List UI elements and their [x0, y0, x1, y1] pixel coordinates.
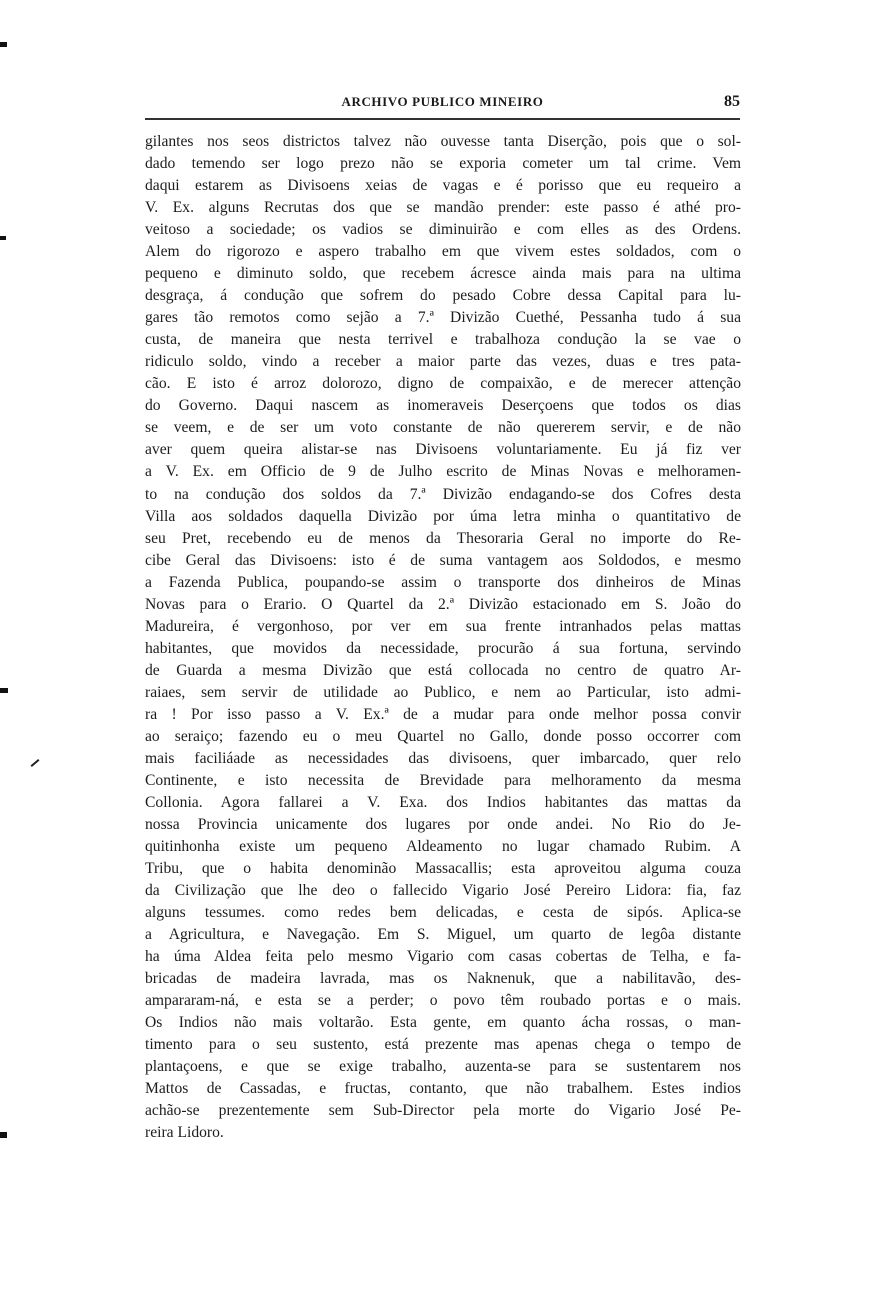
text-line: mais faciliáade as necessidades das divisoens, quer imbarcado, quer relo [145, 749, 741, 767]
margin-mark [0, 1132, 7, 1138]
running-title: ARCHIVO PUBLICO MINEIRO [341, 94, 544, 109]
text-line: Tribu, que o habita denominão Massacallis; esta aproveitou alguma couza [145, 860, 741, 878]
text-line: Alem do rigorozo e aspero trabalho em que vivem estes soldados, com o [145, 243, 741, 261]
text-line: habitantes, que movidos da necessidade, procurão á sua fortuna, servindo [145, 639, 741, 657]
text-line: Continente, e isto necessita de Brevidade para melhoramento da mesma [145, 771, 741, 789]
text-line: daqui estarem as Divisoens xeias de vagas e é porisso que eu requeiro a [145, 177, 741, 195]
body-text [145, 131, 741, 1211]
text-line: Collonia. Agora fallarei a V. Exa. dos Indios habitantes das mattas da [145, 793, 741, 811]
text-line: dado temendo ser logo prezo não se exporia cometer um tal crime. Vem [145, 155, 741, 173]
text-line: Mattos de Cassadas, e fructas, contanto, que não trabalhem. Estes indios [145, 1080, 741, 1098]
text-line: ridiculo soldo, vindo a receber a maior parte das vezes, duas e tres pata- [145, 353, 741, 371]
text-line: nossa Provincia unicamente dos lugares por onde andei. No Rio do Je- [145, 815, 741, 833]
text-line: Villa aos soldados daquella Divizão por úma letra minha o quantitativo de [145, 507, 741, 525]
text-line: quitinhonha existe um pequeno Aldeamento no lugar chamado Rubim. A [145, 838, 741, 855]
text-line: V. Ex. alguns Recrutas dos que se mandão prender: este passo é athé pro- [145, 199, 741, 217]
text-line: da Civilização que lhe deo o fallecido Vigario José Pereiro Lidora: fia, faz [145, 882, 741, 900]
text-line: aver quem queira alistar-se nas Divisoens voluntariamente. Eu já fiz ver [145, 441, 741, 459]
text-line: Os Indios não mais voltarão. Esta gente, em quanto ácha rossas, o man- [145, 1014, 741, 1032]
text-line: to na condução dos soldos da 7.ª Divizão endagando-se dos Cofres desta [145, 485, 741, 503]
text-line: raiaes, sem servir de utilidade ao Publico, e nem ao Particular, isto admi- [145, 683, 741, 701]
header-rule [145, 118, 740, 120]
text-line: Madureira, é vergonhoso, por ver em sua frente intranhados pelas mattas [145, 617, 741, 635]
text-line: bricadas de madeira lavrada, mas os Naknenuk, que a nabilitavão, des- [145, 970, 741, 988]
text-line: cibe Geral das Divisoens: isto é de suma vantagem aos Soldodos, e mesmo [145, 551, 741, 569]
text-line: a Agricultura, e Navegação. Em S. Miguel, um quarto de legôa distante [145, 926, 741, 944]
text-line: ra ! Por isso passo a V. Ex.ª de a mudar para onde melhor possa convir [145, 705, 741, 723]
text-line: desgraça, á condução que sofrem do pesado Cobre dessa Capital para lu- [145, 287, 741, 305]
margin-mark [0, 688, 8, 693]
margin-mark [0, 236, 6, 240]
text-line: plantaçoens, e que se exige trabalho, auzenta-se para se sustentarem nos [145, 1058, 741, 1076]
text-line: a V. Ex. em Officio de 9 de Julho escrito de Minas Novas e melhoramen- [145, 463, 741, 481]
text-line: de Guarda a mesma Divizão que está collocada no centro de quatro Ar- [145, 661, 741, 679]
text-line: Novas para o Erario. O Quartel da 2.ª Divizão estacionado em S. João do [145, 595, 741, 613]
text-line: alguns tessumes. como redes bem delicadas, e cesta de sipós. Aplica-se [145, 904, 741, 922]
text-line: seu Pret, recebendo eu de menos da Thesoraria Geral no importe do Re- [145, 529, 741, 547]
text-line: gares tão remotos como sejão a 7.ª Divizão Cuethé, Pessanha tudo á sua [145, 309, 741, 327]
margin-tick [31, 759, 40, 767]
text-line: reira Lidoro. [145, 1124, 224, 1142]
text-line: se veem, e de ser um voto constante de não quererem servir, e de não [145, 419, 741, 437]
text-line: ao seraiço; fazendo eu o meu Quartel no Gallo, donde posso occorrer com [145, 727, 741, 745]
text-line: ha úma Aldea feita pelo mesmo Vigario com casas cobertas de Telha, e fa- [145, 948, 741, 966]
text-line: custa, de maneira que nesta terrivel e trabalhoza condução la se vae o [145, 331, 741, 349]
page-number: 85 [724, 93, 740, 110]
text-line: cão. E isto é arroz dolorozo, digno de compaixão, e de merecer attenção [145, 375, 741, 393]
margin-mark [0, 42, 7, 47]
text-line: achão-se prezentemente sem Sub-Director pela morte do Vigario José Pe- [145, 1102, 741, 1120]
text-line: gilantes nos seos districtos talvez não ouvesse tanta Diserção, pois que o sol- [145, 133, 741, 150]
text-line: veitoso a sociedade; os vadios se diminuirão e com elles as des Ordens. [145, 221, 741, 239]
text-line: ampararam-ná, e esta se a perder; o povo têm roubado portas e o mais. [145, 992, 741, 1010]
text-line: a Fazenda Publica, poupando-se assim o transporte dos dinheiros de Minas [145, 573, 741, 591]
text-line: do Governo. Daqui nascem as inomeraveis Deserçoens que todos os dias [145, 397, 741, 415]
text-line: timento para o seu sustento, está prezente mas apenas chega o tempo de [145, 1036, 741, 1054]
text-line: pequeno e diminuto soldo, que recebem ácresce ainda mais para na ultima [145, 265, 741, 283]
running-header [145, 94, 740, 118]
